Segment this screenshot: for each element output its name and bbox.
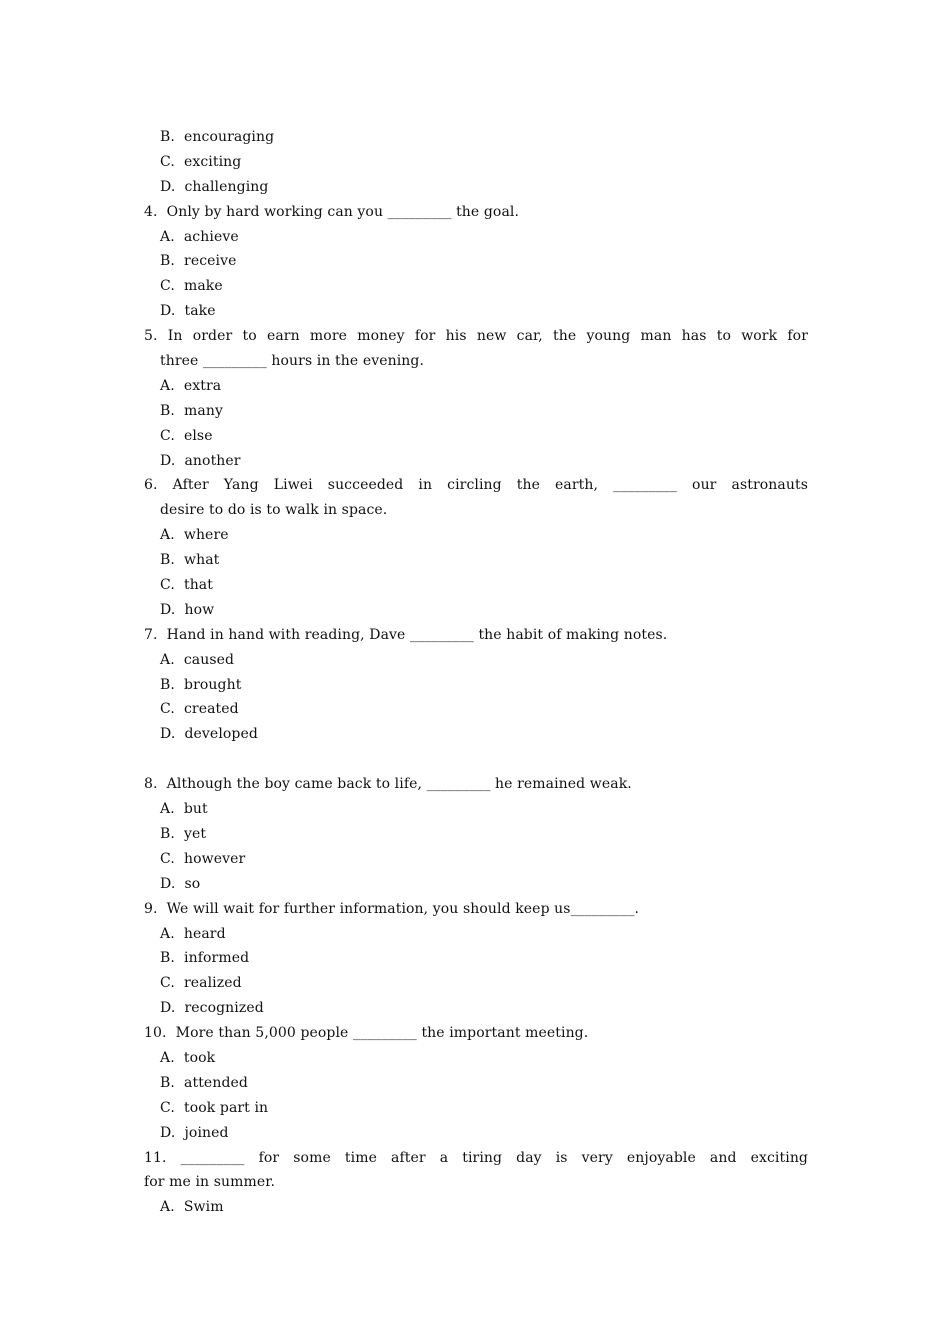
option-7b: B. brought <box>160 676 242 693</box>
option-8b: B. yet <box>160 825 207 842</box>
option-9c: C. realized <box>160 975 242 992</box>
option-7d: D. developed <box>160 726 258 743</box>
question-11: 11. _________ for some time after a tiring day is very enjoyable and exciting <box>144 1149 808 1166</box>
option-6c: C. that <box>160 577 213 594</box>
option-3d: D. challenging <box>160 178 269 195</box>
option-9a: A. heard <box>160 925 226 942</box>
option-5b: B. many <box>160 402 223 419</box>
option-9b: B. informed <box>160 950 250 967</box>
option-4b: B. receive <box>160 253 237 270</box>
option-10b: B. attended <box>160 1074 248 1091</box>
option-5d: D. another <box>160 452 241 469</box>
question-6: 6. After Yang Liwei succeeded in circling the earth, _________ our astronauts <box>144 477 808 494</box>
question-list <box>144 125 808 1220</box>
option-8d: D. so <box>160 875 201 892</box>
question-11-continued: for me in summer. <box>144 1174 276 1191</box>
option-6d: D. how <box>160 601 215 618</box>
option-10a: A. took <box>160 1049 216 1066</box>
option-3c: C. exciting <box>160 153 242 170</box>
question-10: 10. More than 5,000 people _________ the important meeting. <box>144 1025 589 1042</box>
option-5a: A. extra <box>160 377 222 394</box>
question-8: 8. Although the boy came back to life, _________ he remained weak. <box>144 776 632 793</box>
question-7: 7. Hand in hand with reading, Dave _________ the habit of making notes. <box>144 626 668 643</box>
question-9: 9. We will wait for further information, you should keep us_________. <box>144 900 640 917</box>
blank-line <box>144 747 808 772</box>
question-6-continued: desire to do is to walk in space. <box>160 502 388 519</box>
question-5-continued: three _________ hours in the evening. <box>160 353 425 370</box>
question-5: 5. In order to earn more money for his new car, the young man has to work for <box>144 328 808 345</box>
option-4a: A. achieve <box>160 228 239 245</box>
option-6a: A. where <box>160 527 229 544</box>
option-7a: A. caused <box>160 651 235 668</box>
option-8a: A. but <box>160 801 208 818</box>
option-5c: C. else <box>160 427 213 444</box>
option-11a: A. Swim <box>160 1199 224 1216</box>
option-9d: D. recognized <box>160 1000 264 1017</box>
option-8c: C. however <box>160 850 246 867</box>
option-3b: B. encouraging <box>160 129 275 145</box>
option-7c: C. created <box>160 701 239 718</box>
option-10d: D. joined <box>160 1124 229 1141</box>
question-4: 4. Only by hard working can you _________ the goal. <box>144 203 520 220</box>
option-4c: C. make <box>160 278 223 295</box>
option-4d: D. take <box>160 303 216 320</box>
option-10c: C. took part in <box>160 1099 269 1116</box>
option-6b: B. what <box>160 552 220 569</box>
